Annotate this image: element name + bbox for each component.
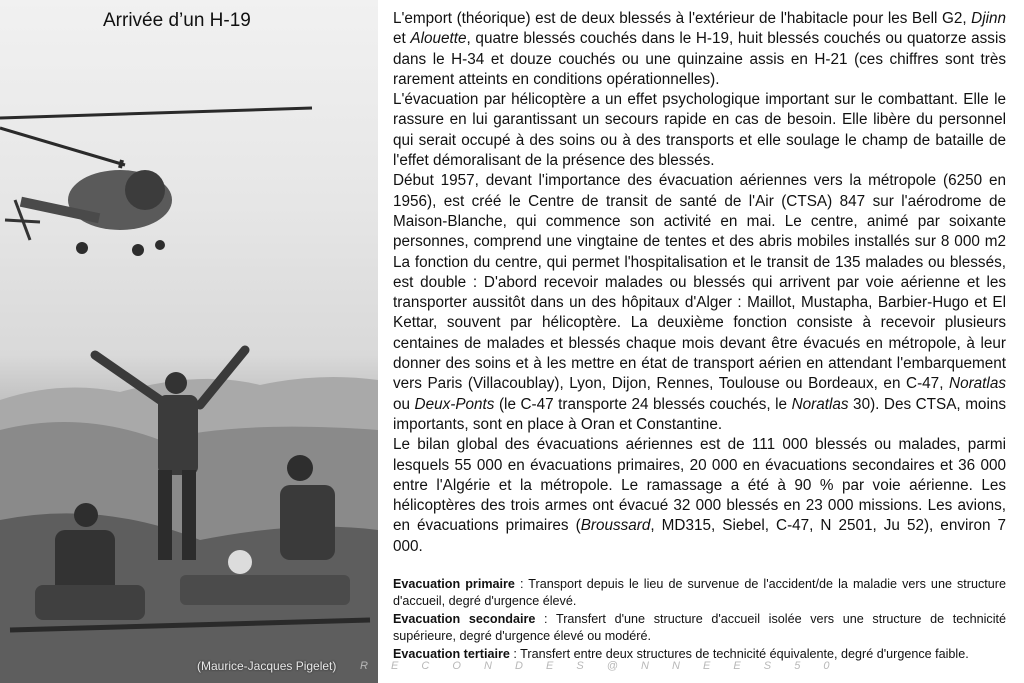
paragraph-bilan [393,435,1006,557]
text-run: et [393,30,411,48]
photo-caption-title: Arrivée d’un H-19 [103,10,251,31]
rotor-blade [0,108,312,118]
italic-run: Djinn [971,10,1006,27]
rotor-blade-2 [0,128,125,165]
italic-run: Noratlas [791,395,849,413]
italic-run: Broussard [580,517,651,535]
helicopter [5,160,172,256]
watermark: R E C O N D E S @ N N E E S 5 0 [360,660,840,672]
italic-run: Noratlas [949,375,1006,393]
definition-term: Evacuation tertiaire [393,647,510,661]
historical-photo [0,0,378,683]
paragraph-capacity [393,9,1006,90]
definition-primary [393,576,1006,610]
paragraph-psychological-effect: L'évacuation par hélicoptère a un effet psychologique important sur le combattant. Elle le rassure en lui garantissant un secours rapide en cas de besoin. Elle libère du personnel qui serait occupé à des soins ou à des transports et elle soulage le champ de bataille de l'effet démoralisant de la présence des blessés. [393,91,1006,170]
paragraph-ctsa [393,171,1006,435]
definition-term: Evacuation secondaire [393,612,536,626]
text-run: L'emport (théorique) est de deux blessés à l'extérieur de l'habitacle pour les Bell G2, [393,10,972,27]
text-run: Le bilan global des évacuations aériennes est de 111 000 blessés ou malades, parmi lesquels 55 000 en évacuations primaires, 20 000 en évacuations secondaires et 36 000 entre l'Algérie et la métropole. Le ramassage a été à 90 % par voie aérienne. Les hélicoptères des trois armes ont évacué 32 000 blessés en 23 000 missions. Les avions, en évacuations primaires ( [393,436,1006,535]
definition-term: Evacuation primaire [393,577,515,591]
italic-run: Alouette [410,30,467,48]
text-run: 30). Des CTSA, moins importants, sont en place à Oran et Constantine. [393,395,1006,433]
definition-text: : Transport depuis le lieu de survenue de l'accident/de la maladie vers une structure d'accueil, degré d'urgence élevé. [393,577,1006,608]
definition-tertiary [393,646,1006,663]
italic-run: Deux-Ponts [414,395,495,413]
definition-secondary [393,611,1006,645]
definitions [393,576,1006,664]
text-run: Début 1957, devant l'importance des évacuation aériennes vers la métropole (6250 en 1956), est créé le Centre de transit de santé de l'Air (CTSA) 847 sur l'aérodrome de Maison-Blanche, qui commence son activité en mai. Le centre, animé par soixante personnes, comprend une vingtaine de tentes et des abris mobiles installés sur 8 000 m2 La fonction du centre, qui permet l'hospitalisation et le transit de 135 malades ou blessés, est double : D'abord recevoir malades ou blessés qui arrivent par voie aérienne et les transporter aussitôt dans un des hôpitaux d'Alger : Maillot, Mustapha, Barbier-Hugo et El Kettar, souvent par hélicoptère. La deuxième fonction consiste à recevoir plusieurs centaines de malades et blessés chaque mois devant être évacués en métropole, à leur donner des soins et à les mettre en état de transport aérien en attendant l'embarquement vers Paris (Villacoublay), Lyon, Dijon, Rennes, Toulouse ou Bordeaux, en C-47, [393,172,1006,393]
text-run: ou [393,395,415,413]
text-run: (le C-47 transporte 24 blessés couchés, le [494,395,792,413]
photo-illustration [0,0,378,683]
definition-text: : Transfert d'une structure d'accueil isolée vers une structure de technicité supérieure, degré d'urgence élevé ou modéré. [393,612,1006,643]
text-run: , quatre blessés couchés dans le H-19, huit blessés couchés ou quatorze assis dans le H-34 et douze couchés ou une quinzaine assis en H-21 (ces chiffres sont très rarement atteints en conditions opérationnelles). [393,30,1006,88]
photo-credit: (Maurice-Jacques Pigelet) [197,659,337,673]
definition-text: : Transfert entre deux structures de technicité équivalente, degré d'urgence faible. [509,647,969,661]
article-body [393,9,1006,557]
text-run: , MD315, Siebel, C-47, N 2501, Ju 52), environ 7 000. [393,517,1006,555]
